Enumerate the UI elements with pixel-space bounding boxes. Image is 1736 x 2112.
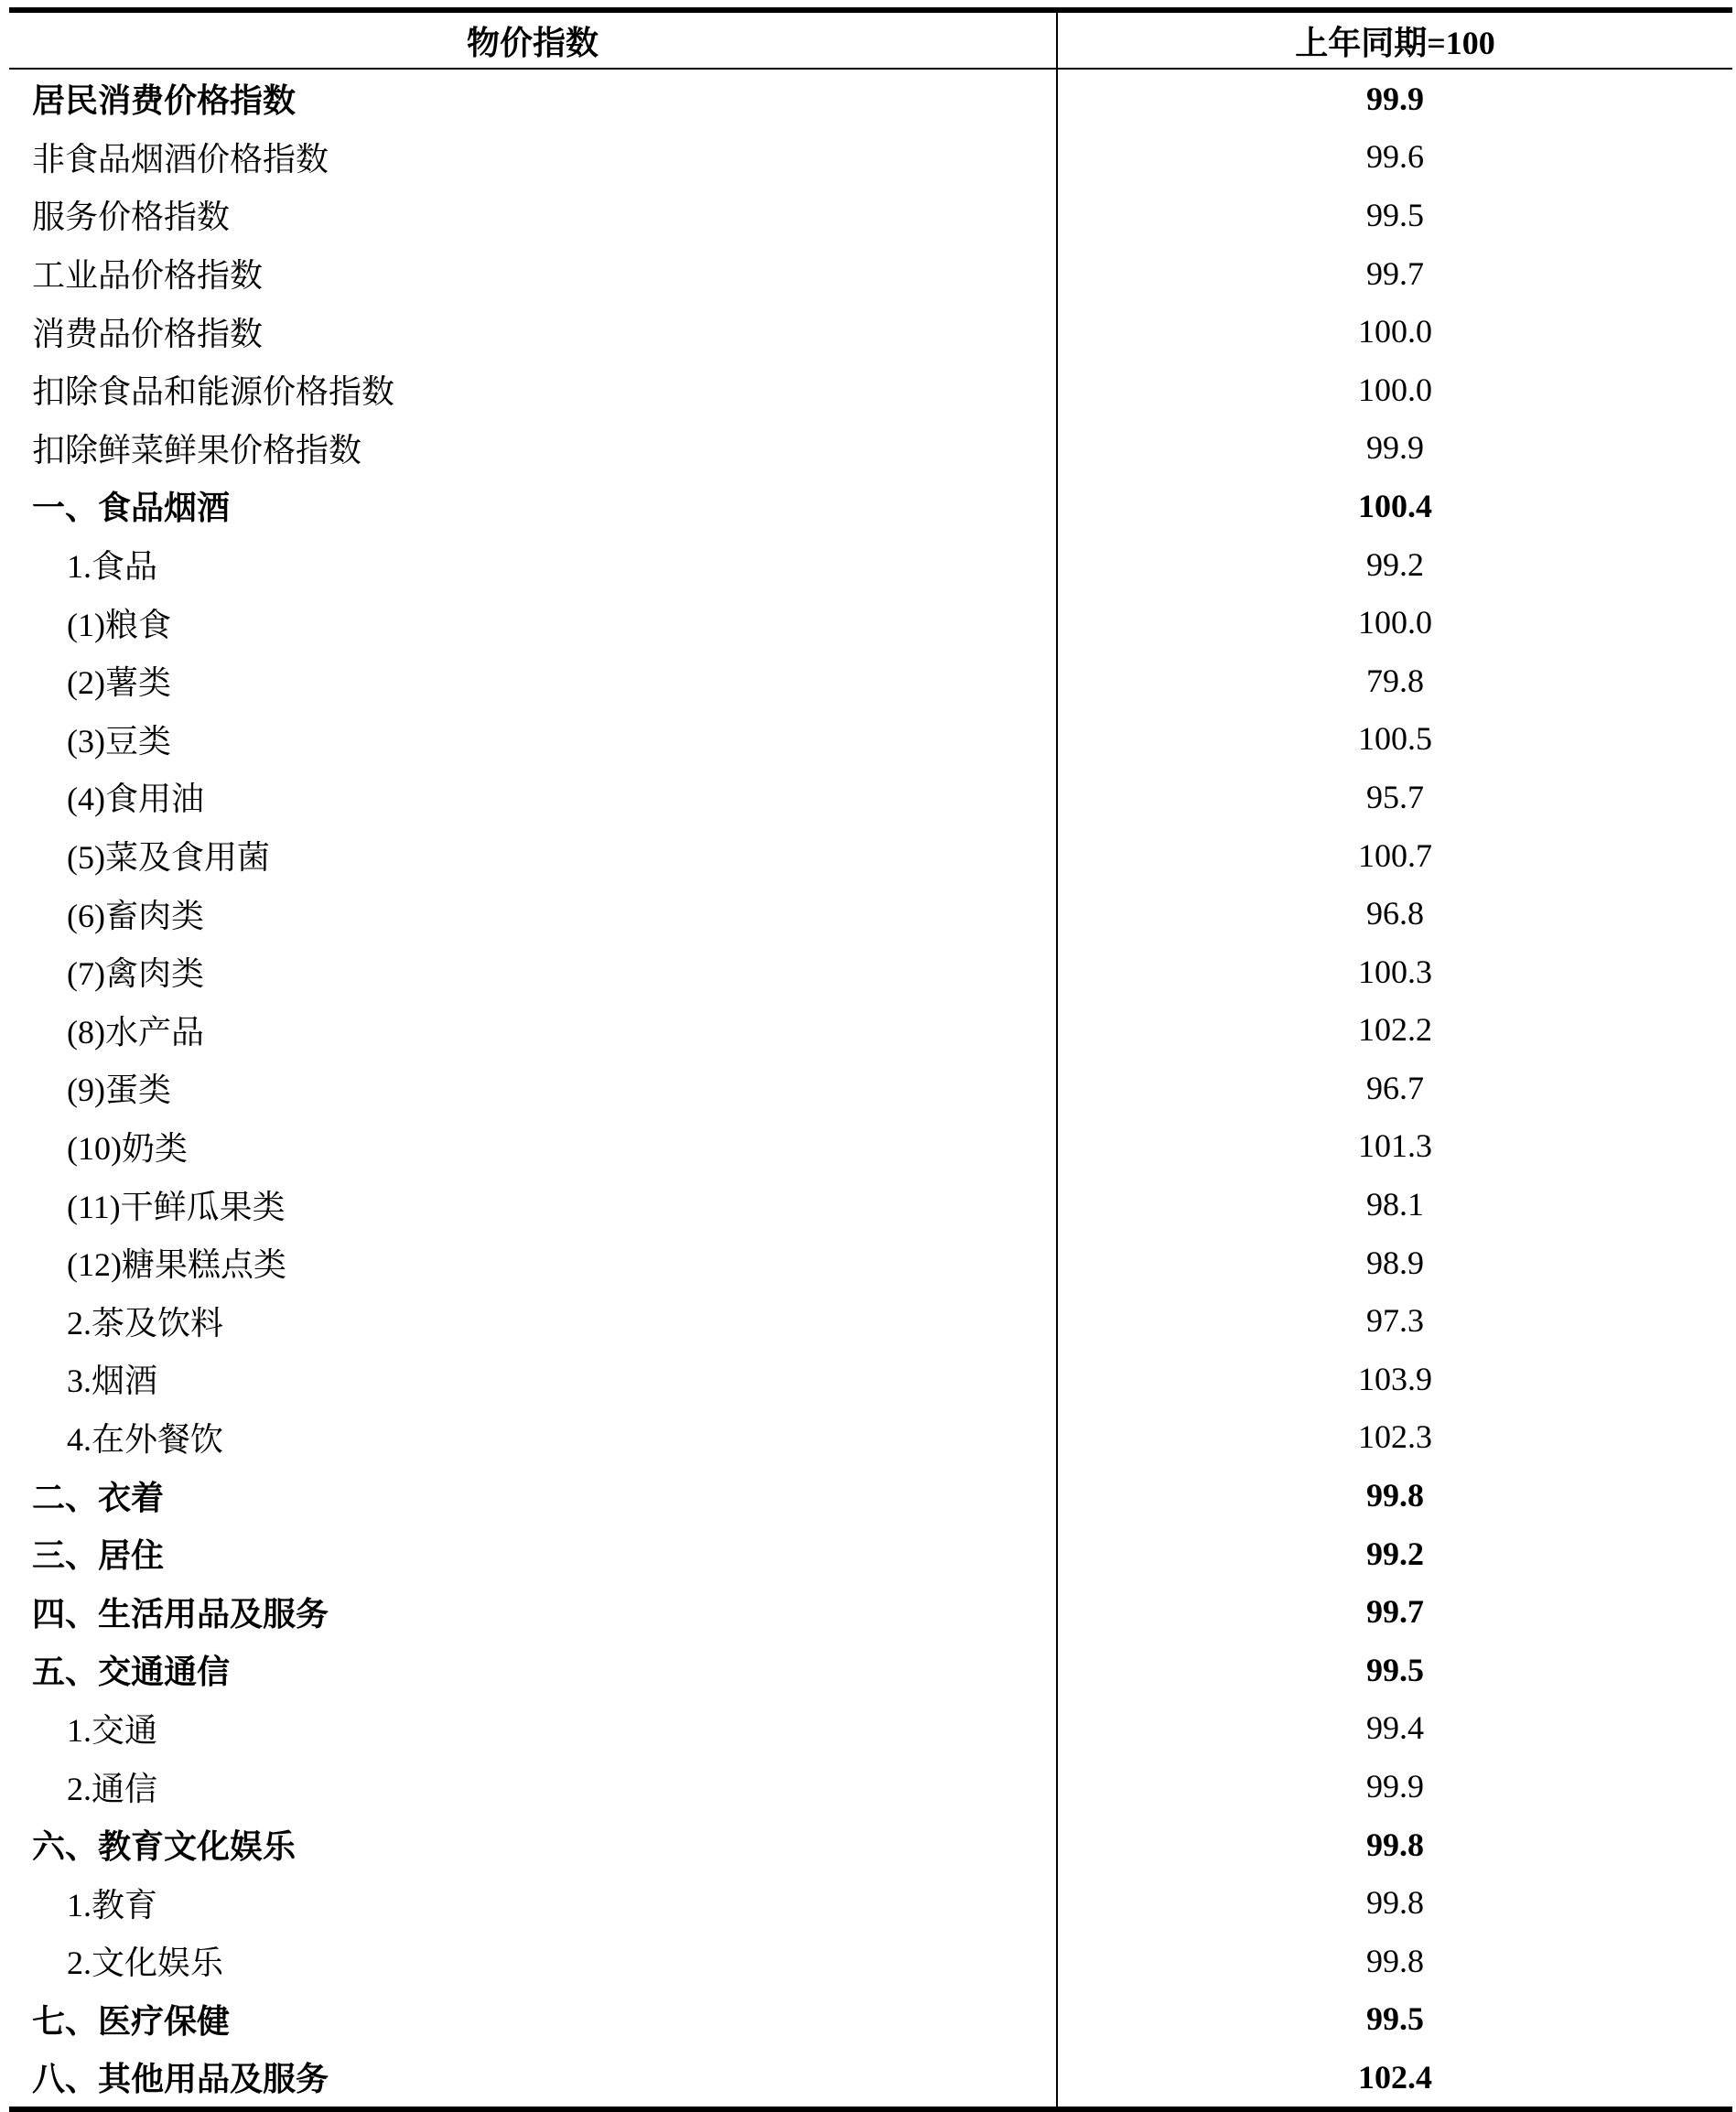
- row-name-cell: 非食品烟酒价格指数: [9, 128, 1057, 187]
- table-row: [9, 535, 1732, 594]
- row-name-cell: (10)奶类: [9, 1117, 1057, 1176]
- row-value-cell: 99.8: [1366, 1826, 1424, 1863]
- table-row: [9, 1932, 1732, 1990]
- row-value-cell: 99.5: [1366, 196, 1424, 233]
- header-row: [9, 10, 1732, 69]
- table-row: [9, 419, 1732, 478]
- row-name-cell: 居民消费价格指数: [9, 69, 1057, 128]
- row-name-cell: 七、医疗保健: [9, 1990, 1057, 2049]
- row-value-cell: 95.7: [1366, 778, 1424, 815]
- row-value-cell: 100.5: [1358, 720, 1432, 758]
- table-row: [9, 128, 1732, 187]
- row-name-cell: (11)干鲜瓜果类: [9, 1175, 1057, 1234]
- row-value-cell: 102.2: [1358, 1011, 1432, 1049]
- table-header: [9, 10, 1732, 69]
- table-row: [9, 1408, 1732, 1467]
- table-row: [9, 1873, 1732, 1932]
- table-row: [9, 2048, 1732, 2109]
- row-name-cell: 2.通信: [9, 1757, 1057, 1816]
- row-value-cell: 98.1: [1366, 1186, 1424, 1223]
- table-row: [9, 361, 1732, 419]
- row-value-cell: 99.9: [1366, 1768, 1424, 1805]
- table-row: [9, 943, 1732, 1001]
- row-value-cell: 99.8: [1366, 1942, 1424, 1979]
- row-name-cell: 扣除食品和能源价格指数: [9, 361, 1057, 419]
- row-value-cell: 99.9: [1366, 80, 1424, 117]
- row-value-cell: 99.5: [1366, 1651, 1424, 1688]
- row-name-cell: (3)豆类: [9, 710, 1057, 769]
- row-name-cell: (4)食用油: [9, 768, 1057, 826]
- row-value-cell: 99.7: [1366, 1593, 1424, 1631]
- row-value-cell: 99.4: [1366, 1709, 1424, 1747]
- row-value-cell: 101.3: [1358, 1127, 1432, 1165]
- price-index-table: [9, 7, 1732, 2112]
- row-name-cell: 4.在外餐饮: [9, 1408, 1057, 1467]
- row-value-cell: 99.8: [1366, 1477, 1424, 1514]
- row-value-cell: 99.5: [1366, 2000, 1424, 2038]
- row-value-cell: 102.4: [1057, 2048, 1732, 2109]
- table-row: [9, 1234, 1732, 1292]
- table-row: [9, 1990, 1732, 2049]
- row-value-cell: 79.8: [1366, 662, 1424, 699]
- table-row: [9, 768, 1732, 826]
- table-row: [9, 1525, 1732, 1583]
- row-value-cell: 99.7: [1366, 254, 1424, 292]
- row-name-cell: 1.交通: [9, 1699, 1057, 1758]
- row-name-cell: 五、交通通信: [9, 1641, 1057, 1699]
- table-row: [9, 826, 1732, 885]
- row-name-cell: (5)菜及食用菌: [9, 826, 1057, 885]
- row-value-cell: 100.7: [1358, 836, 1432, 874]
- table-row: [9, 1059, 1732, 1117]
- header-value-cell: 上年同期=100: [1057, 10, 1732, 69]
- table-row: [9, 593, 1732, 652]
- row-value-cell: 96.7: [1366, 1069, 1424, 1106]
- table-row: [9, 1466, 1732, 1525]
- table-row: [9, 1641, 1732, 1699]
- table-row: [9, 1350, 1732, 1408]
- header-name-cell: 物价指数: [9, 10, 1057, 69]
- row-name-cell: (7)禽肉类: [9, 943, 1057, 1001]
- row-name-cell: 一、食品烟酒: [9, 477, 1057, 535]
- table-row: [9, 652, 1732, 710]
- table-row: [9, 1291, 1732, 1350]
- row-name-cell: 2.茶及饮料: [9, 1291, 1057, 1350]
- row-value-cell: 102.3: [1358, 1418, 1432, 1456]
- row-value-cell: 97.3: [1366, 1302, 1424, 1340]
- row-value-cell: 100.4: [1358, 487, 1432, 524]
- row-name-cell: 消费品价格指数: [9, 302, 1057, 361]
- table-row: [9, 1582, 1732, 1641]
- row-value-cell: 99.2: [1366, 1535, 1424, 1572]
- row-name-cell: 六、教育文化娱乐: [9, 1816, 1057, 1874]
- row-value-cell: 99.8: [1366, 1884, 1424, 1922]
- row-value-cell: 100.0: [1358, 313, 1432, 350]
- row-value-cell: 103.9: [1358, 1360, 1432, 1397]
- row-name-cell: 二、衣着: [9, 1466, 1057, 1525]
- table-body: [9, 69, 1732, 2109]
- row-name-cell: (12)糖果糕点类: [9, 1234, 1057, 1292]
- row-name-cell: (1)粮食: [9, 593, 1057, 652]
- table-row: [9, 1757, 1732, 1816]
- row-name-cell: 工业品价格指数: [9, 244, 1057, 303]
- row-name-cell: 扣除鲜菜鲜果价格指数: [9, 419, 1057, 478]
- row-value-cell: 99.6: [1366, 138, 1424, 176]
- table-row: [9, 1001, 1732, 1060]
- row-name-cell: (9)蛋类: [9, 1059, 1057, 1117]
- table-row: [9, 186, 1732, 244]
- row-value-cell: 96.8: [1366, 895, 1424, 932]
- row-name-cell: 八、其他用品及服务: [9, 2048, 1057, 2109]
- row-name-cell: 2.文化娱乐: [9, 1932, 1057, 1990]
- row-name-cell: 3.烟酒: [9, 1350, 1057, 1408]
- row-name-cell: 服务价格指数: [9, 186, 1057, 244]
- table-row: [9, 477, 1732, 535]
- row-value-cell: 99.2: [1366, 545, 1424, 583]
- table-row: [9, 884, 1732, 943]
- row-name-cell: 四、生活用品及服务: [9, 1582, 1057, 1641]
- row-value-cell: 100.3: [1358, 953, 1432, 990]
- row-name-cell: (8)水产品: [9, 1001, 1057, 1060]
- table-row: [9, 69, 1732, 128]
- table-row: [9, 1816, 1732, 1874]
- table-row: [9, 710, 1732, 769]
- row-name-cell: (2)薯类: [9, 652, 1057, 710]
- table-row: [9, 302, 1732, 361]
- table-row: [9, 1699, 1732, 1758]
- row-value-cell: 98.9: [1366, 1244, 1424, 1281]
- row-value-cell: 100.0: [1358, 604, 1432, 641]
- row-name-cell: 1.教育: [9, 1873, 1057, 1932]
- row-name-cell: (6)畜肉类: [9, 884, 1057, 943]
- table-row: [9, 1175, 1732, 1234]
- table-row: [9, 244, 1732, 303]
- row-name-cell: 三、居住: [9, 1525, 1057, 1583]
- row-value-cell: 99.9: [1366, 429, 1424, 467]
- table-row: [9, 1117, 1732, 1176]
- row-name-cell: 1.食品: [9, 535, 1057, 594]
- row-value-cell: 100.0: [1358, 371, 1432, 408]
